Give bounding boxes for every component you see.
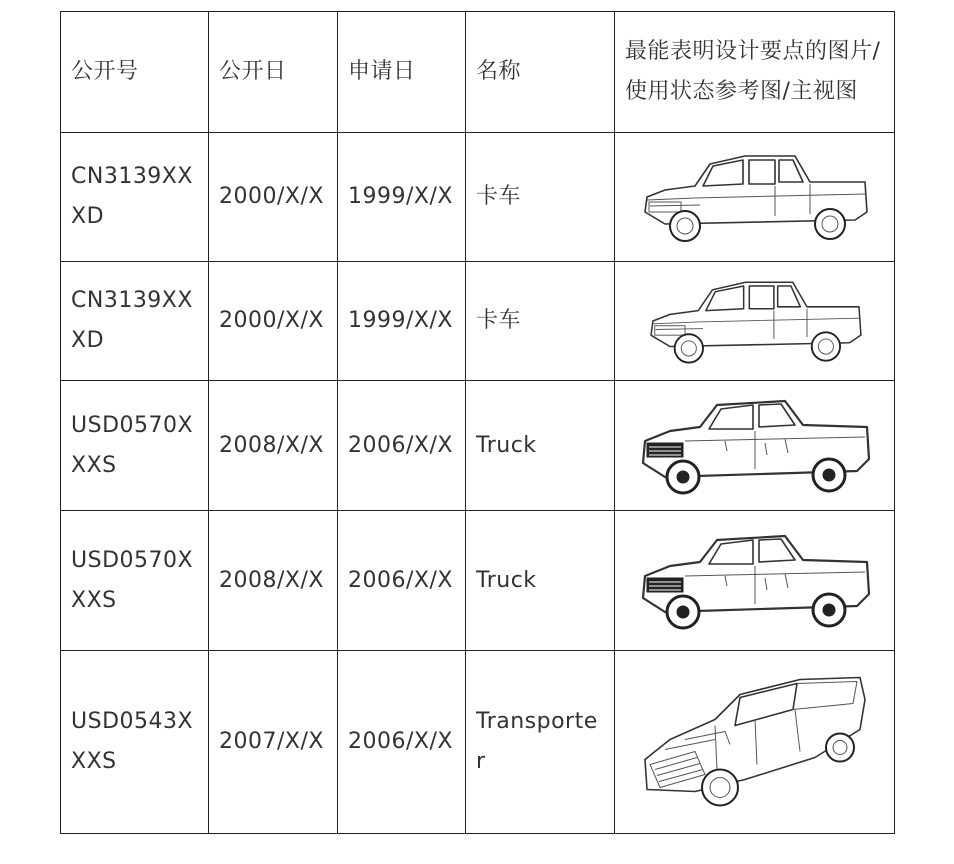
cell-pub-date: 2000/X/X	[209, 133, 338, 262]
cell-pub-date: 2000/X/X	[209, 262, 338, 381]
cell-number: CN3139XXXD	[61, 262, 209, 381]
table-header-row	[61, 12, 895, 133]
cell-number: USD0543XXXS	[61, 651, 209, 834]
header-app-date: 申请日	[338, 12, 466, 133]
cell-pub-date: 2007/X/X	[209, 651, 338, 834]
cell-image	[615, 133, 895, 262]
cell-name: Truck	[466, 381, 615, 511]
table-row	[61, 651, 895, 834]
cell-pub-date: 2008/X/X	[209, 381, 338, 511]
header-number: 公开号	[61, 12, 209, 133]
cell-number: USD0570XXXS	[61, 381, 209, 511]
cell-name: 卡车	[466, 133, 615, 262]
table-row	[61, 262, 895, 381]
cell-app-date: 1999/X/X	[338, 262, 466, 381]
transporter-patent-drawing	[625, 667, 885, 817]
cell-app-date: 2006/X/X	[338, 651, 466, 834]
cell-image	[615, 651, 895, 834]
truck-patent-drawing-crew-cab	[625, 521, 885, 641]
header-image: 最能表明设计要点的图片/使用状态参考图/主视图	[615, 12, 895, 133]
cell-app-date: 2006/X/X	[338, 381, 466, 511]
table-row	[61, 511, 895, 651]
cell-number: USD0570XXXS	[61, 511, 209, 651]
cell-name: 卡车	[466, 262, 615, 381]
cell-name: Truck	[466, 511, 615, 651]
cell-app-date: 2006/X/X	[338, 511, 466, 651]
header-pub-date: 公开日	[209, 12, 338, 133]
truck-patent-drawing-double-cab	[625, 390, 885, 502]
header-name: 名称	[466, 12, 615, 133]
table-row	[61, 381, 895, 511]
cell-image	[615, 262, 895, 381]
cell-image	[615, 511, 895, 651]
truck-line-drawing-extended-cab	[625, 269, 885, 373]
cell-app-date: 1999/X/X	[338, 133, 466, 262]
table-row	[61, 133, 895, 262]
cell-number: CN3139XXXD	[61, 133, 209, 262]
cell-image	[615, 381, 895, 511]
truck-line-drawing-double-cab	[625, 142, 885, 252]
patent-table	[60, 11, 895, 834]
cell-name: Transporter	[466, 651, 615, 834]
cell-pub-date: 2008/X/X	[209, 511, 338, 651]
